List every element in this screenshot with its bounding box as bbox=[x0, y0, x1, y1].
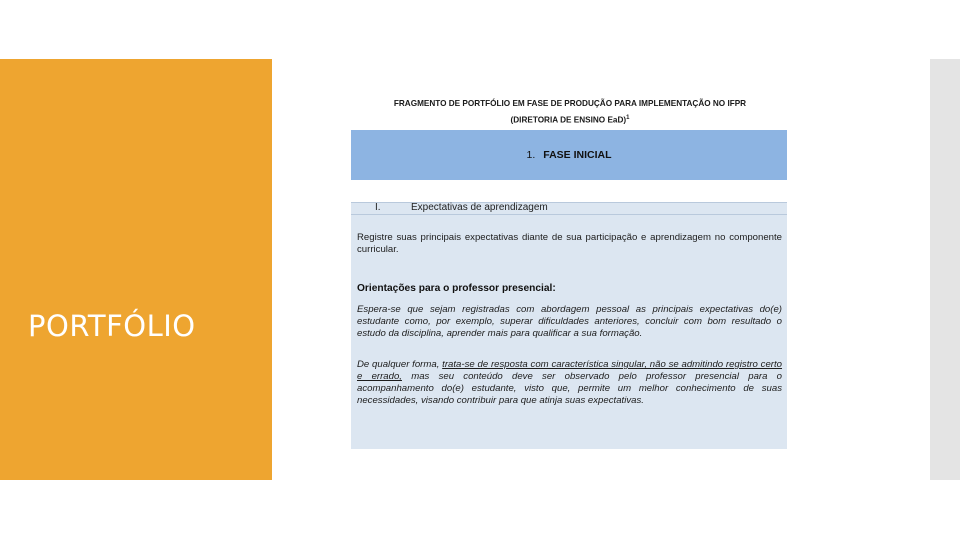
document-heading bbox=[350, 97, 790, 128]
section-row bbox=[351, 202, 787, 215]
orientation-heading: Orientações para o professor presencial: bbox=[357, 283, 556, 294]
title-panel bbox=[0, 59, 272, 480]
phase-label: FASE INICIAL bbox=[543, 149, 612, 161]
orientation-p2-start: De qualquer forma, bbox=[357, 359, 443, 370]
orientation-p2-underlined: trata-se de resposta com característica singular, não se admitindo registro certo e errado, bbox=[357, 359, 783, 382]
section-label: Expectativas de aprendizagem bbox=[411, 202, 548, 213]
intro-paragraph: Registre suas principais expectativas diante de sua participação e aprendizagem no componente curricular. bbox=[357, 232, 782, 255]
right-edge-strip bbox=[930, 59, 960, 480]
phase-header bbox=[351, 130, 787, 180]
slide-title: PORTFÓLIO bbox=[28, 309, 196, 343]
document-heading-line2-text: (DIRETORIA DE ENSINO EaD) bbox=[510, 115, 627, 125]
content-box bbox=[351, 202, 787, 449]
phase-number: 1. bbox=[526, 149, 536, 161]
footnote-marker: 1 bbox=[626, 115, 630, 121]
section-number: I. bbox=[375, 202, 381, 213]
document-heading-line2 bbox=[350, 111, 790, 128]
document-heading-line1: FRAGMENTO DE PORTFÓLIO EM FASE DE PRODUÇÃO PARA IMPLEMENTAÇÃO NO IFPR bbox=[393, 99, 747, 108]
orientation-p2-end: mas seu conteúdo deve ser observado pelo professor presencial para o acompanhamento do(e) estudante, visto que, permite um melhor conhecimento de suas necessidades, visando contribuir para que atinja suas expectativas. bbox=[357, 371, 783, 406]
orientation-paragraph-1: Espera-se que sejam registradas com abordagem pessoal as principais expectativas do(e) estudante como, por exemplo, superar dificuldades anteriores, concluir com bom resultado o estudo da disciplina, aprender mais para qualificar a sua formação. bbox=[357, 304, 782, 339]
orientation-paragraph-2 bbox=[357, 359, 782, 407]
